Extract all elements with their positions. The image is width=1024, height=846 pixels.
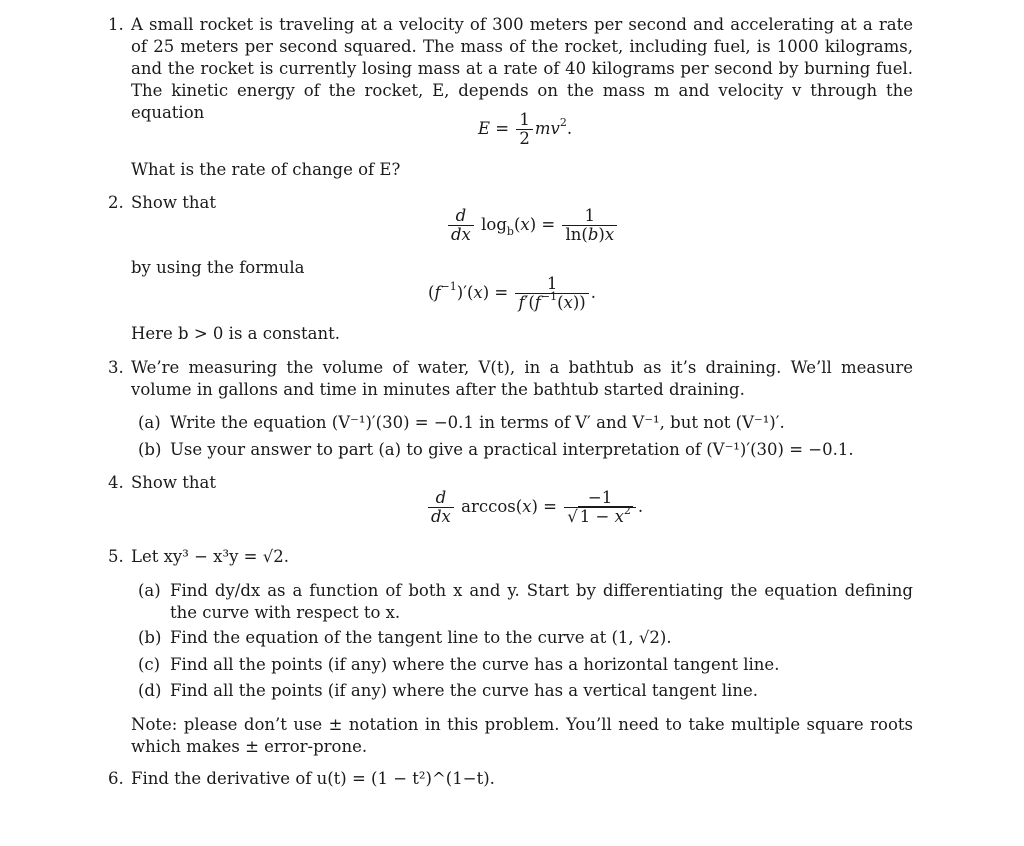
problem-3-number: 3.	[108, 358, 124, 377]
problem-3-text: We’re measuring the volume of water, V(t), in a bathtub as it’s draining. We’ll measure volume in gallons and time in minutes after the bathtub started draining.	[131, 358, 913, 399]
problem-5b-label: (b)	[138, 628, 162, 647]
problem-3b-label: (b)	[138, 440, 162, 459]
problem-5a-text: Find dy/dx as a function of both x and y. Start by differentiating the equation defining the curve with respect to x.	[170, 581, 913, 622]
problem-5-number: 5.	[108, 547, 124, 566]
problem-2-middle: by using the formula	[131, 258, 305, 277]
problem-1-question: What is the rate of change of E?	[131, 160, 401, 179]
problem-5d-label: (d)	[138, 681, 162, 700]
problem-4-intro: Show that	[131, 473, 216, 492]
problem-5-note: Note: please don’t use ± notation in this problem. You’ll need to take multiple square roots which makes ± error-prone.	[131, 715, 913, 756]
problem-6-number: 6.	[108, 769, 124, 788]
problem-5c-text: Find all the points (if any) where the curve has a horizontal tangent line.	[170, 655, 780, 674]
problem-1-text: A small rocket is traveling at a velocity of 300 meters per second and accelerating at a rate of 25 meters per second squared. The mass of the rocket, including fuel, is 1000 kilograms, and the rocket is currently losing mass at a rate of 40 kilograms per second by burning fuel. The kinetic energy of the rocket, E, depends on the mass m and velocity v through the equation	[131, 15, 913, 122]
problem-3b-text: Use your answer to part (a) to give a practical interpretation of (V⁻¹)′(30) = −0.1.	[170, 440, 854, 459]
problem-2-equation-1: $\frac{d}{dx}$ $\log_b(x)$ = $\frac{1}{\ln(b)x}$	[446, 207, 619, 244]
problem-5a-label: (a)	[138, 581, 161, 600]
problem-4-number: 4.	[108, 473, 124, 492]
problem-1-number: 1.	[108, 15, 124, 34]
problem-2-number: 2.	[108, 193, 124, 212]
problem-2-note: Here b > 0 is a constant.	[131, 324, 340, 343]
problem-5b-text: Find the equation of the tangent line to the curve at (1, √2).	[170, 628, 672, 647]
problem-3a-text: Write the equation (V⁻¹)′(30) = −0.1 in terms of V′ and V⁻¹, but not (V⁻¹)′.	[170, 413, 785, 432]
problem-4-equation: $\frac{d}{dx}$ arccos(x) = $\frac{-1}{√ 1 - x^2}$ .	[426, 489, 643, 526]
problem-5-intro: Let xy³ − x³y = √2.	[131, 547, 289, 566]
problem-5d-text: Find all the points (if any) where the curve has a vertical tangent line.	[170, 681, 758, 700]
problem-2-equation-2: $(f^{-1})'(x)$ = $\frac{1}{f'(f^{-1}(x))}$ .	[428, 274, 596, 312]
problem-1-equation: E = $\frac{1}{2}$ $mv^2$.	[478, 110, 573, 148]
problem-6-text: Find the derivative of u(t) = (1 − t²)^(1−t).	[131, 769, 495, 788]
problem-5c-label: (c)	[138, 655, 161, 674]
problem-2-intro: Show that	[131, 193, 216, 212]
problem-3a-label: (a)	[138, 413, 161, 432]
